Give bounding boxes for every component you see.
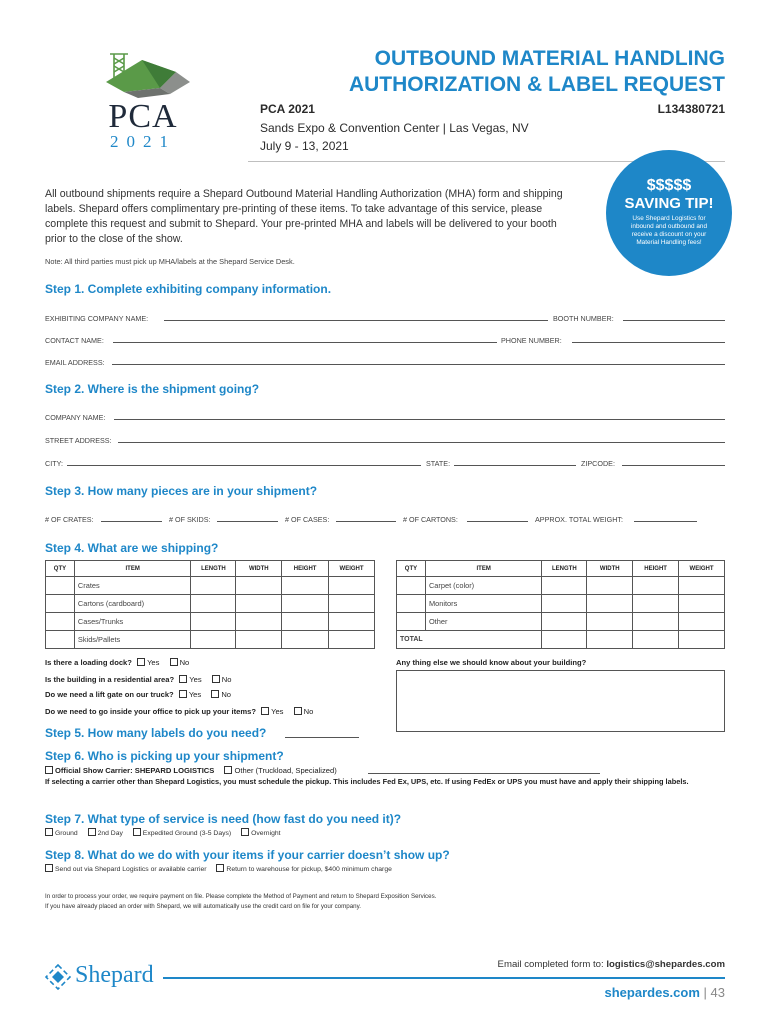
booth-number-field[interactable] xyxy=(623,320,725,321)
item-label: Cartons (cardboard) xyxy=(74,595,191,613)
carrier-options: Official Show Carrier: SHEPARD LOGISTICS Other (Truckload, Specialized) xyxy=(45,766,337,775)
crates-label: # OF CRATES: xyxy=(45,515,94,524)
company-name-field[interactable] xyxy=(164,320,548,321)
state-field[interactable] xyxy=(454,465,576,466)
table-row xyxy=(397,595,725,613)
step8-heading: Step 8. What do we do with your items if your carrier doesn’t show up? xyxy=(45,848,450,862)
shepard-logo xyxy=(45,962,160,992)
form-code: L134380721 xyxy=(657,102,725,116)
step7-heading: Step 7. What type of service is need (how fast do you need it)? xyxy=(45,812,402,826)
col-length: LENGTH xyxy=(191,561,236,577)
col-length: LENGTH xyxy=(542,561,587,577)
shepard-wordmark: Shepard xyxy=(75,962,154,988)
logo-year: 2021 xyxy=(110,132,176,151)
event-name: PCA 2021 xyxy=(260,102,315,116)
other-carrier-checkbox[interactable] xyxy=(224,766,232,774)
yes-checkbox[interactable] xyxy=(137,658,145,666)
table-row xyxy=(46,595,375,613)
payment-note-1: In order to process your order, we require payment on file. Please complete the Method of Payment and return to Shepard Exposition Services. xyxy=(45,893,437,900)
step1-heading: Step 1. Complete exhibiting company information. xyxy=(45,282,332,296)
table-row xyxy=(397,613,725,631)
expedited-ground-checkbox[interactable] xyxy=(133,828,141,836)
step5-heading: Step 5. How many labels do you need? xyxy=(45,726,267,740)
phone-number-label: PHONE NUMBER: xyxy=(501,336,562,345)
table-row xyxy=(397,631,725,649)
table-row xyxy=(46,577,375,595)
contact-name-field[interactable] xyxy=(113,342,497,343)
building-notes-field[interactable] xyxy=(396,670,725,732)
venue: Sands Expo & Convention Center | Las Vegas, NV xyxy=(260,121,529,135)
skids-label: # OF SKIDS: xyxy=(169,515,211,524)
col-width: WIDTH xyxy=(236,561,282,577)
item-label: Crates xyxy=(74,577,191,595)
website-link[interactable]: shepardes.com xyxy=(604,985,700,1000)
building-notes-label: Any thing else we should know about your building? xyxy=(396,658,587,667)
items-table-left xyxy=(45,560,375,649)
ground-checkbox[interactable] xyxy=(45,828,53,836)
col-height: HEIGHT xyxy=(282,561,329,577)
table-header-row xyxy=(46,561,375,577)
intro-note: Note: All third parties must pick up MHA/labels at the Shepard Service Desk. xyxy=(45,257,295,266)
no-show-options: Send out via Shepard Logistics or available carrier Return to warehouse for pickup, $400 minimum charge xyxy=(45,864,392,873)
cases-label: # OF CASES: xyxy=(285,515,330,524)
send-out-checkbox[interactable] xyxy=(45,864,53,872)
no-checkbox[interactable] xyxy=(294,707,302,715)
table-row xyxy=(46,613,375,631)
logo-wordmark: PCA xyxy=(108,98,178,135)
skids-field[interactable] xyxy=(217,521,278,522)
col-item: ITEM xyxy=(425,561,541,577)
street-field[interactable] xyxy=(118,442,725,443)
city-label: CITY: xyxy=(45,459,63,468)
items-table-right xyxy=(396,560,725,649)
footer-divider xyxy=(163,977,725,979)
question-lift-gate: Do we need a lift gate on our truck? Yes No xyxy=(45,690,232,699)
event-dates: July 9 - 13, 2021 xyxy=(260,139,349,153)
cases-field[interactable] xyxy=(336,521,396,522)
overnight-checkbox[interactable] xyxy=(241,828,249,836)
item-label: Cases/Trunks xyxy=(74,613,191,631)
page-number: 43 xyxy=(710,985,725,1000)
col-height: HEIGHT xyxy=(633,561,679,577)
step3-heading: Step 3. How many pieces are in your shipment? xyxy=(45,484,318,498)
col-weight: WEIGHT xyxy=(679,561,725,577)
booth-number-label: BOOTH NUMBER: xyxy=(553,314,614,323)
email-label: EMAIL ADDRESS: xyxy=(45,358,105,367)
col-weight: WEIGHT xyxy=(329,561,375,577)
yes-checkbox[interactable] xyxy=(179,675,187,683)
service-options: Ground 2nd Day Expedited Ground (3-5 Days) Overnight xyxy=(45,828,281,837)
no-checkbox[interactable] xyxy=(212,675,220,683)
total-label: TOTAL xyxy=(397,631,542,649)
cartons-label: # OF CARTONS: xyxy=(403,515,458,524)
email-field[interactable] xyxy=(112,364,725,365)
form-title-line2: AUTHORIZATION & LABEL REQUEST xyxy=(348,73,725,96)
second-day-checkbox[interactable] xyxy=(88,828,96,836)
item-label: Skids/Pallets xyxy=(74,631,191,649)
table-header-row xyxy=(397,561,725,577)
phone-number-field[interactable] xyxy=(572,342,725,343)
shepard-diamond-icon xyxy=(45,964,71,990)
table-row xyxy=(46,631,375,649)
yes-checkbox[interactable] xyxy=(179,690,187,698)
state-label: STATE: xyxy=(426,459,451,468)
return-warehouse-checkbox[interactable] xyxy=(216,864,224,872)
no-checkbox[interactable] xyxy=(170,658,178,666)
payment-note-2: If you have already placed an order with Shepard, we will automatically use the credit card on file for your company. xyxy=(45,903,361,910)
item-label: Other xyxy=(425,613,541,631)
crates-field[interactable] xyxy=(101,521,162,522)
table-row xyxy=(397,577,725,595)
cartons-field[interactable] xyxy=(467,521,528,522)
zip-label: ZIPCODE: xyxy=(581,459,615,468)
question-loading-dock: Is there a loading dock? Yes No xyxy=(45,658,190,667)
carrier-note: If selecting a carrier other than Shepard Logistics, you must schedule the pickup. This includes Fed Ex, UPS, etc. If using FedEx or UPS you must have and apply their shipping labels. xyxy=(45,777,689,786)
tip-amount: $$$$$ xyxy=(646,177,692,194)
item-label: Carpet (color) xyxy=(425,577,541,595)
street-label: STREET ADDRESS: xyxy=(45,436,112,445)
step2-heading: Step 2. Where is the shipment going? xyxy=(45,382,260,396)
company-name-label: EXHIBITING COMPANY NAME: xyxy=(45,314,149,323)
question-residential: Is the building in a residential area? Yes No xyxy=(45,675,232,684)
step4-heading: Step 4. What are we shipping? xyxy=(45,541,219,555)
question-inside-office: Do we need to go inside your office to pick up your items? Yes No xyxy=(45,707,314,716)
col-qty: QTY xyxy=(46,561,75,577)
zip-field[interactable] xyxy=(622,465,725,466)
weight-label: APPROX. TOTAL WEIGHT: xyxy=(535,515,623,524)
dest-company-field[interactable] xyxy=(114,419,725,420)
item-label: Monitors xyxy=(425,595,541,613)
submit-email-link[interactable]: logistics@shepardes.com xyxy=(606,959,725,970)
shepard-carrier-checkbox[interactable] xyxy=(45,766,53,774)
intro-text: All outbound shipments require a Shepard Outbound Material Handling Authorization (MHA) form and shipping labels. Shepard offers complimentary pre-printing of these items. To take advantage of this service, please complete this request and submit to Shepard. Your pre-printed MHA and labels will be delivered to your booth prior to the close of the show. xyxy=(45,188,563,245)
tip-text: Use Shepard Logistics for inbound and outbound and receive a discount on your Material Handling fees! xyxy=(630,215,708,246)
weight-field[interactable] xyxy=(634,521,697,522)
dest-company-label: COMPANY NAME: xyxy=(45,413,106,422)
submit-email-line: Email completed form to: logistics@shepardes.com xyxy=(497,959,725,970)
yes-checkbox[interactable] xyxy=(261,707,269,715)
col-item: ITEM xyxy=(74,561,191,577)
city-field[interactable] xyxy=(67,465,421,466)
tip-title: SAVING TIP! xyxy=(624,195,714,212)
footer-site: shepardes.com | 43 xyxy=(604,985,725,1000)
col-qty: QTY xyxy=(397,561,426,577)
other-carrier-field[interactable] xyxy=(368,773,600,774)
step6-heading: Step 6. Who is picking up your shipment? xyxy=(45,749,284,763)
contact-name-label: CONTACT NAME: xyxy=(45,336,104,345)
form-title-line1: OUTBOUND MATERIAL HANDLING xyxy=(374,47,725,70)
no-checkbox[interactable] xyxy=(211,690,219,698)
labels-count-field[interactable] xyxy=(285,737,359,738)
saving-tip-badge xyxy=(606,150,732,276)
col-width: WIDTH xyxy=(587,561,633,577)
